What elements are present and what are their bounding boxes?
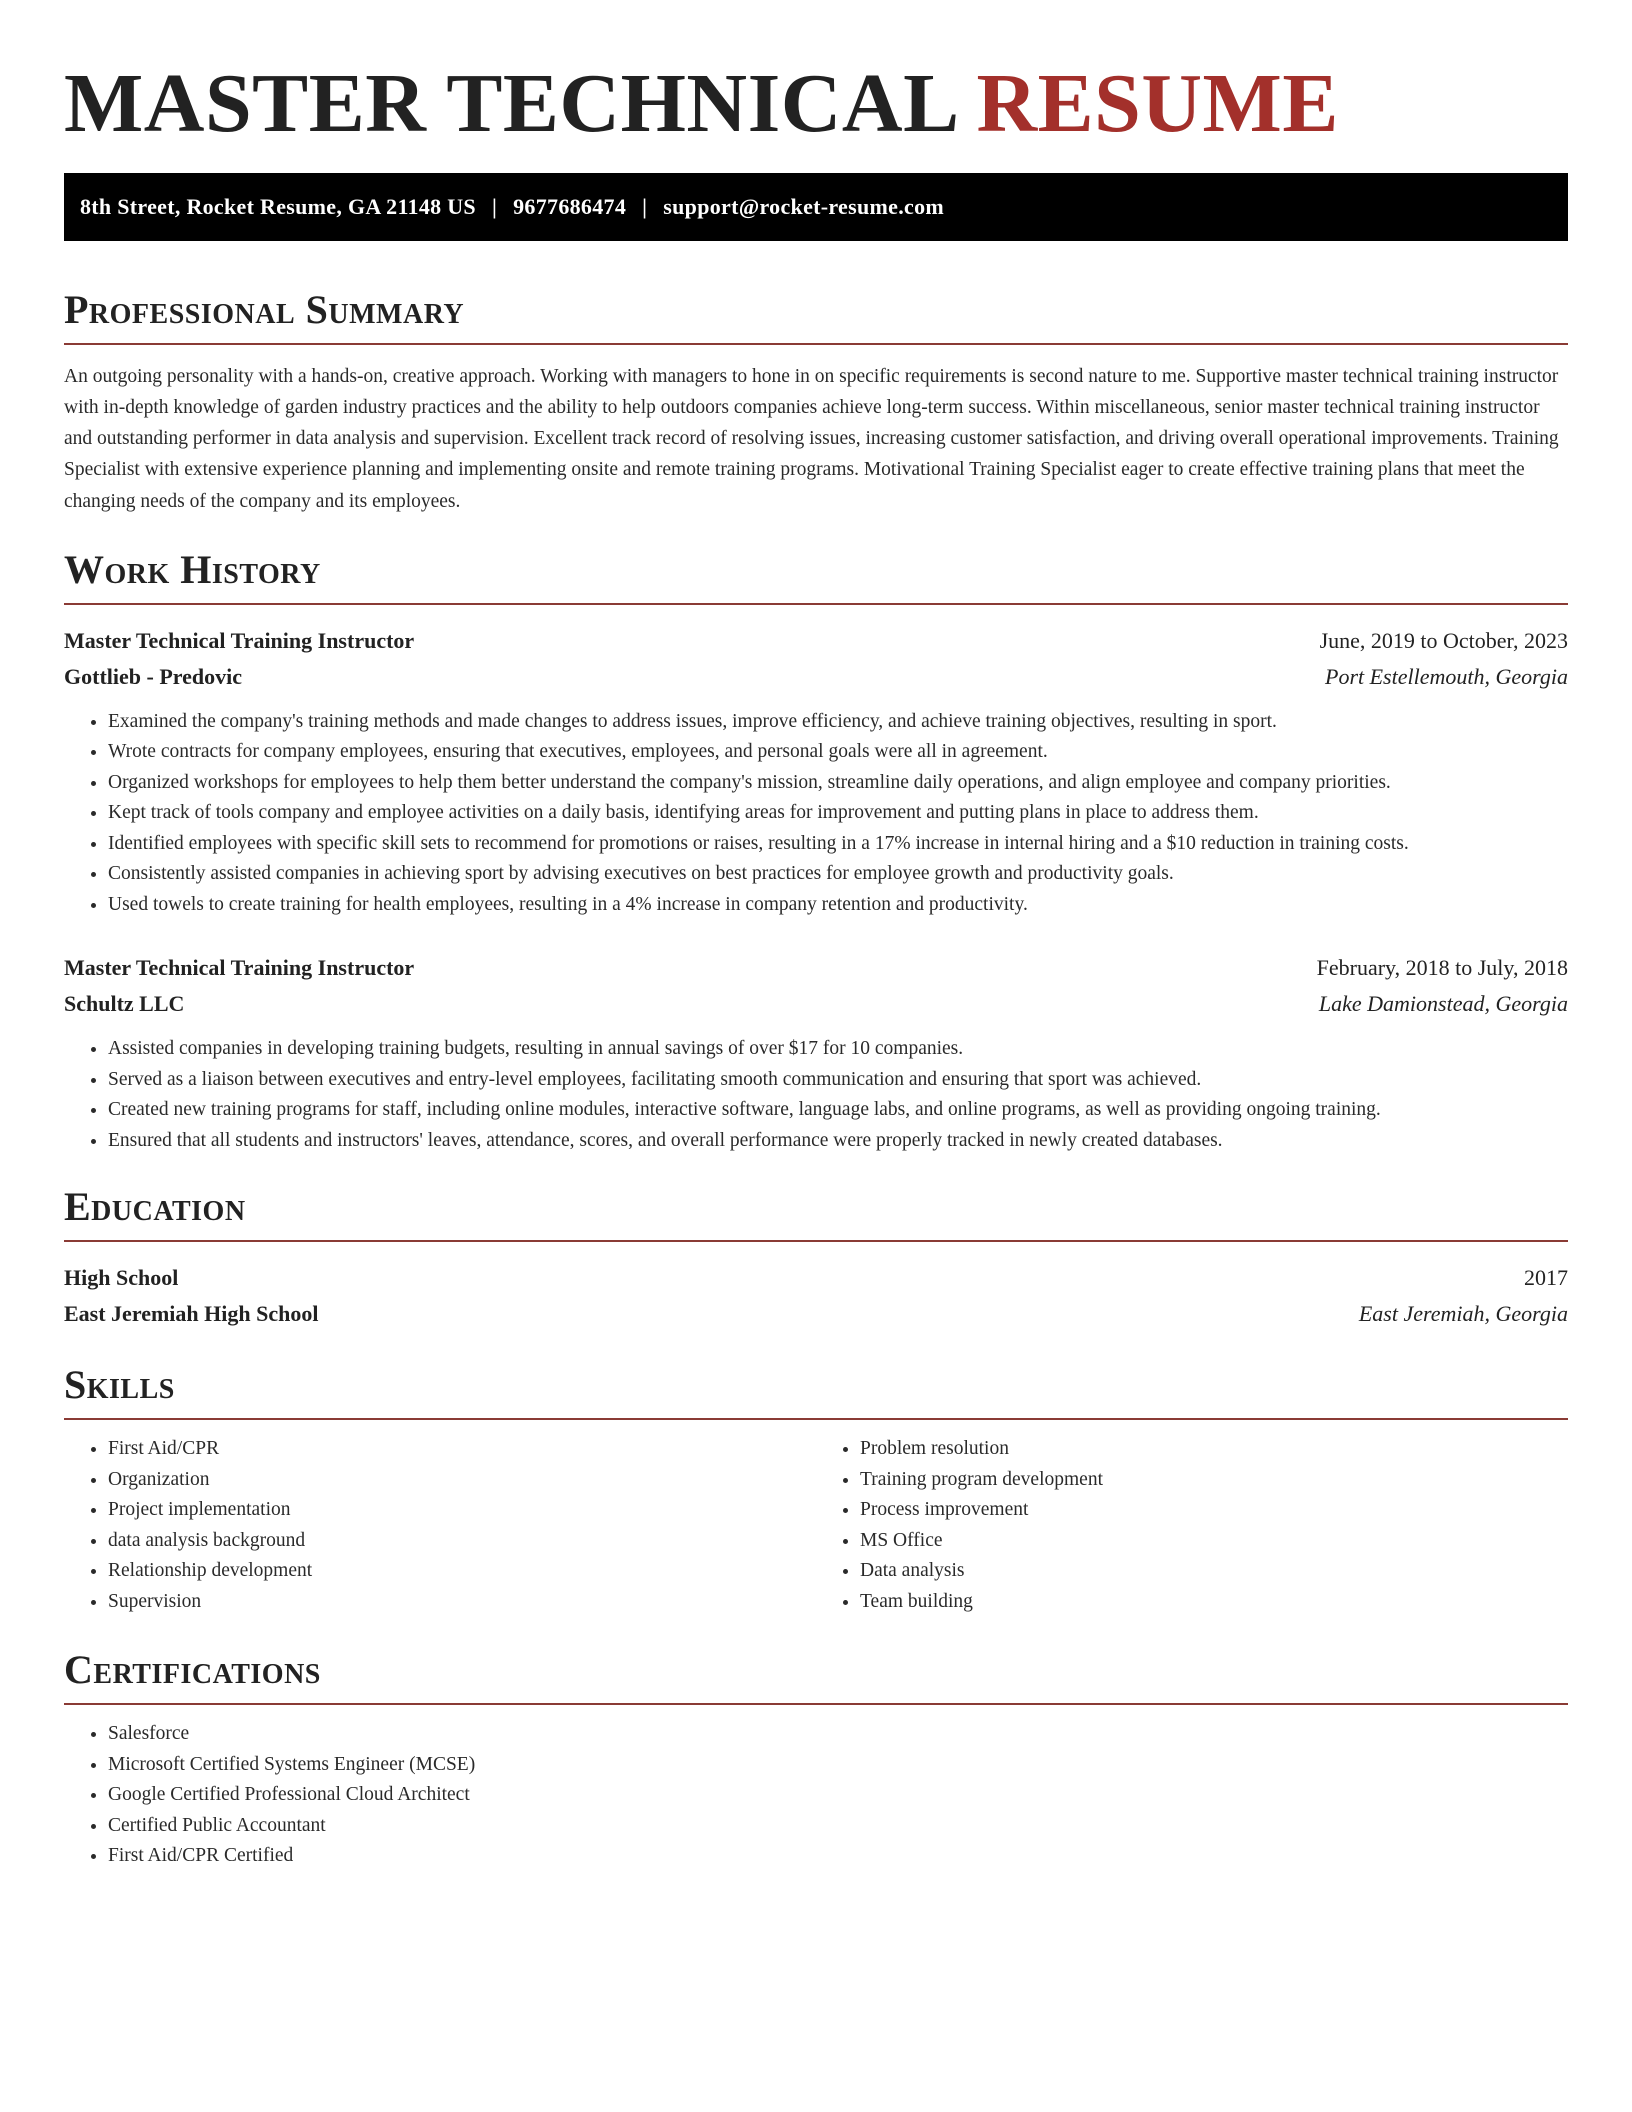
contact-email: support@rocket-resume.com bbox=[663, 193, 944, 219]
skill-item: • Training program development bbox=[860, 1465, 1568, 1496]
job-bullet: • Identified employees with specific skill sets to recommend for promotions or raises, resulting in a 17% increase in internal hiring and a $10 reduction in training costs. bbox=[108, 829, 1568, 860]
skill-item: • Supervision bbox=[108, 1587, 816, 1618]
certifications-section bbox=[64, 1647, 1568, 1872]
skills-list-left bbox=[64, 1434, 816, 1617]
contact-separator: | bbox=[642, 193, 648, 219]
skill-item: • Process improvement bbox=[860, 1495, 1568, 1526]
job-company: Gottlieb - Predovic bbox=[64, 663, 242, 689]
job-bullet-list bbox=[64, 707, 1568, 921]
skill-item: • First Aid/CPR bbox=[108, 1434, 816, 1465]
title-part-main: MASTER TECHNICAL bbox=[64, 57, 955, 150]
job-entry bbox=[64, 950, 1568, 1156]
skill-item: • Relationship development bbox=[108, 1556, 816, 1587]
section-divider bbox=[64, 1703, 1568, 1705]
job-bullet: • Kept track of tools company and employee activities on a daily basis, identifying areas for improvement and putting plans in place to address them. bbox=[108, 798, 1568, 829]
education-degree: High School bbox=[64, 1265, 179, 1291]
education-school: East Jeremiah High School bbox=[64, 1301, 319, 1327]
job-bullet: • Assisted companies in developing training budgets, resulting in annual savings of over $17 for 10 companies. bbox=[108, 1034, 1568, 1065]
certification-item: • Microsoft Certified Systems Engineer (MCSE) bbox=[108, 1750, 1568, 1781]
education-degree-row bbox=[64, 1260, 1568, 1296]
section-title-work-history: Work History bbox=[64, 546, 321, 592]
job-bullet: • Served as a liaison between executives and entry-level employees, facilitating smooth communication and ensuring that sport was achieved. bbox=[108, 1065, 1568, 1096]
section-divider bbox=[64, 603, 1568, 605]
education-location: East Jeremiah, Georgia bbox=[1358, 1301, 1568, 1327]
job-dates: June, 2019 to October, 2023 bbox=[1319, 627, 1568, 653]
skill-item: • Team building bbox=[860, 1587, 1568, 1618]
skill-item: • Problem resolution bbox=[860, 1434, 1568, 1465]
skill-item: • Organization bbox=[108, 1465, 816, 1496]
skill-item: • Project implementation bbox=[108, 1495, 816, 1526]
job-bullet: • Ensured that all students and instructors' leaves, attendance, scores, and overall performance were properly tracked in newly created databases. bbox=[108, 1126, 1568, 1157]
skills-section bbox=[64, 1362, 1568, 1617]
skill-item: • data analysis background bbox=[108, 1526, 816, 1557]
job-role: Master Technical Training Instructor bbox=[64, 627, 415, 653]
job-bullet: • Used towels to create training for health employees, resulting in a 4% increase in company retention and productivity. bbox=[108, 890, 1568, 921]
contact-bar bbox=[64, 173, 1568, 241]
job-bullet: • Created new training programs for staff, including online modules, interactive software, language labs, and online programs, as well as providing ongoing training. bbox=[108, 1095, 1568, 1126]
contact-separator: | bbox=[491, 193, 498, 219]
job-bullet: • Organized workshops for employees to help them better understand the company's mission, streamline daily operations, and align employee and company priorities. bbox=[108, 768, 1568, 799]
job-location: Lake Damionstead, Georgia bbox=[1318, 991, 1568, 1017]
contact-phone: 9677686474 bbox=[513, 193, 627, 219]
certifications-list bbox=[64, 1719, 1568, 1872]
job-bullet: • Examined the company's training methods and made changes to address issues, improve efficiency, and achieve training objectives, resulting in sport. bbox=[108, 707, 1568, 738]
job-company-row bbox=[64, 986, 1568, 1022]
summary-section bbox=[64, 287, 1568, 517]
job-location: Port Estellemouth, Georgia bbox=[1325, 663, 1568, 689]
skill-item: • Data analysis bbox=[860, 1556, 1568, 1587]
section-title-education: Education bbox=[64, 1184, 246, 1230]
job-bullet: • Wrote contracts for company employees, ensuring that executives, employees, and personal goals were all in agreement. bbox=[108, 737, 1568, 768]
section-title-summary: Professional Summary bbox=[64, 286, 465, 332]
skill-item: • MS Office bbox=[860, 1526, 1568, 1557]
certification-item: • Certified Public Accountant bbox=[108, 1811, 1568, 1842]
section-divider bbox=[64, 1240, 1568, 1242]
work-history-section bbox=[64, 547, 1568, 1157]
section-divider bbox=[64, 1418, 1568, 1420]
education-section bbox=[64, 1184, 1568, 1332]
contact-address: 8th Street, Rocket Resume, GA 21148 US bbox=[80, 193, 476, 219]
section-title-certifications: Certifications bbox=[64, 1647, 321, 1693]
section-title-skills: Skills bbox=[64, 1362, 175, 1408]
summary-text: An outgoing personality with a hands-on, creative approach. Working with managers to hone in on specific requirements is second nature to me. Supportive master technical training instructor with in-depth knowledge of garden industry practices and the ability to help outdoors companies achieve long-term success. Within miscellaneous, senior master technical training instructor and outstanding performer in data analysis and supervision. Excellent track record of resolving issues, increasing customer satisfaction, and driving overall operational improvements. Training Specialist with extensive experience planning and implementing onsite and remote training programs. Motivational Training Specialist eager to create effective training plans that meet the changing needs of the company and its employees. bbox=[64, 365, 1559, 512]
certification-item: • First Aid/CPR Certified bbox=[108, 1841, 1568, 1872]
job-header-row bbox=[64, 950, 1568, 986]
job-role: Master Technical Training Instructor bbox=[64, 955, 415, 981]
certification-item: • Google Certified Professional Cloud Architect bbox=[108, 1780, 1568, 1811]
education-year: 2017 bbox=[1524, 1265, 1568, 1291]
job-entry bbox=[64, 623, 1568, 921]
job-company: Schultz LLC bbox=[64, 991, 185, 1017]
job-header-row bbox=[64, 623, 1568, 659]
skills-grid bbox=[64, 1434, 1568, 1617]
certification-item: • Salesforce bbox=[108, 1719, 1568, 1750]
resume-title bbox=[64, 0, 1568, 155]
job-company-row bbox=[64, 659, 1568, 695]
skills-list-right bbox=[816, 1434, 1568, 1617]
job-bullet: • Consistently assisted companies in achieving sport by advising executives on best practices for employee growth and productivity goals. bbox=[108, 859, 1568, 890]
section-divider bbox=[64, 343, 1568, 345]
education-school-row bbox=[64, 1296, 1568, 1332]
job-dates: February, 2018 to July, 2018 bbox=[1316, 955, 1568, 981]
job-bullet-list bbox=[64, 1034, 1568, 1156]
education-entry bbox=[64, 1260, 1568, 1332]
title-part-accent: RESUME bbox=[976, 57, 1339, 150]
